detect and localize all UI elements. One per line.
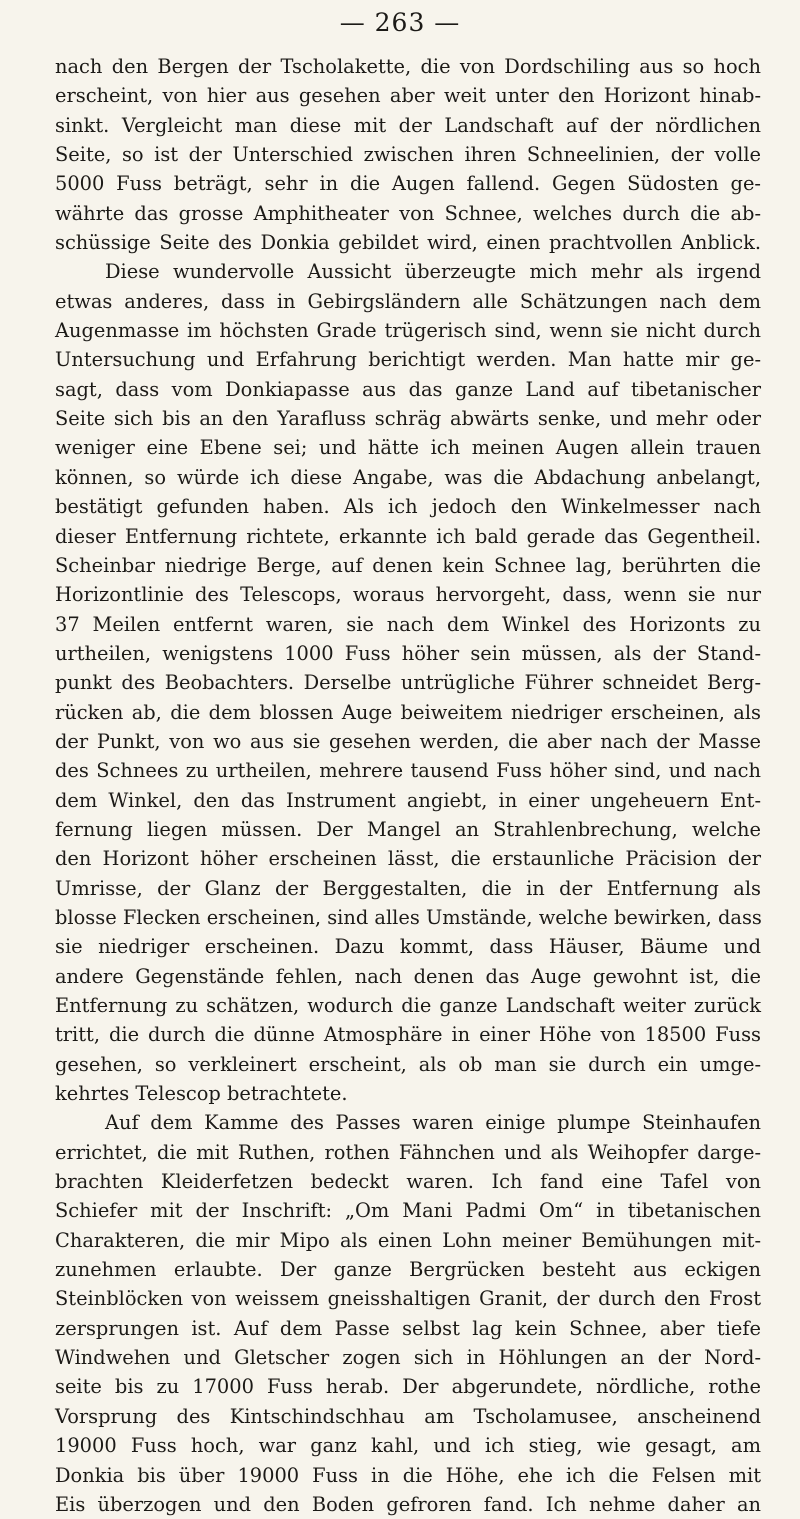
text-line: Seite sich bis an den Yarafluss schräg abwärts senke, und mehr oder bbox=[55, 407, 761, 431]
text-line: punkt des Beobachters. Derselbe untrügliche Führer schneidet Berg- bbox=[55, 671, 761, 695]
text-line: Diese wundervolle Aussicht überzeugte mich mehr als irgend bbox=[105, 260, 761, 284]
text-line: Schiefer mit der Inschrift: „Om Mani Padmi Om“ in tibetanischen bbox=[55, 1199, 761, 1223]
text-line: sagt, dass vom Donkiapasse aus das ganze Land auf tibetanischer bbox=[55, 377, 761, 401]
text-line: Eis überzogen und den Boden gefroren fand. Ich nehme daher an bbox=[55, 1492, 761, 1516]
text-line: Horizontlinie des Telescops, woraus hervorgeht, dass, wenn sie nur bbox=[55, 583, 761, 607]
paragraph-2 bbox=[55, 257, 761, 1108]
body-text bbox=[55, 52, 761, 1519]
text-line: sinkt. Vergleicht man diese mit der Landschaft auf der nördlichen bbox=[55, 113, 761, 137]
text-line: zersprungen ist. Auf dem Passe selbst lag kein Schnee, aber tiefe bbox=[55, 1316, 761, 1340]
text-line: Umrisse, der Glanz der Berggestalten, die in der Entfernung als bbox=[55, 876, 761, 900]
text-line: gesehen, so verkleinert erscheint, als ob man sie durch ein umge- bbox=[55, 1052, 761, 1076]
text-line: währte das grosse Amphitheater von Schnee, welches durch die ab- bbox=[55, 201, 761, 225]
text-line: kehrtes Telescop betrachtete. bbox=[55, 1082, 348, 1106]
text-line: Scheinbar niedrige Berge, auf denen kein Schnee lag, berührten die bbox=[55, 553, 761, 577]
text-line: Donkia bis über 19000 Fuss in die Höhe, ehe ich die Felsen mit bbox=[55, 1463, 761, 1487]
text-line: dem Winkel, den das Instrument angiebt, in einer ungeheuern Ent- bbox=[55, 788, 761, 812]
text-line: 19000 Fuss hoch, war ganz kahl, und ich stieg, wie gesagt, am bbox=[55, 1434, 761, 1458]
text-line: können, so würde ich diese Angabe, was die Abdachung anbelangt, bbox=[55, 465, 761, 489]
text-line: Augenmasse im höchsten Grade trügerisch sind, wenn sie nicht durch bbox=[55, 319, 761, 343]
text-line: blosse Flecken erscheinen, sind alles Umstände, welche bewirken, dass bbox=[55, 905, 762, 929]
paragraph-3 bbox=[55, 1108, 761, 1519]
text-line: schüssige Seite des Donkia gebildet wird, einen prachtvollen Anblick. bbox=[55, 231, 761, 255]
text-line: 37 Meilen entfernt waren, sie nach dem Winkel des Horizonts zu bbox=[55, 612, 761, 636]
text-line: den Horizont höher erscheinen lässt, die erstaunliche Präcision der bbox=[55, 847, 761, 871]
text-line: Untersuchung und Erfahrung berichtigt werden. Man hatte mir ge- bbox=[55, 348, 761, 372]
text-line: sie niedriger erscheinen. Dazu kommt, dass Häuser, Bäume und bbox=[55, 935, 761, 959]
text-line: weniger eine Ebene sei; und hätte ich meinen Augen allein trauen bbox=[55, 436, 761, 460]
text-line: Windwehen und Gletscher zogen sich in Höhlungen an der Nord- bbox=[55, 1346, 761, 1370]
text-line: des Schnees zu urtheilen, mehrere tausend Fuss höher sind, und nach bbox=[55, 759, 761, 783]
text-line: andere Gegenstände fehlen, nach denen das Auge gewohnt ist, die bbox=[55, 964, 761, 988]
text-line: Seite, so ist der Unterschied zwischen ihren Schneelinien, der volle bbox=[55, 143, 761, 167]
text-line: Charakteren, die mir Mipo als einen Lohn meiner Bemühungen mit- bbox=[55, 1228, 761, 1252]
page-number: — 263 — bbox=[339, 8, 461, 37]
paragraph-1 bbox=[55, 52, 761, 257]
text-line: errichtet, die mit Ruthen, rothen Fähnchen und als Weihopfer darge- bbox=[55, 1140, 761, 1164]
text-line: seite bis zu 17000 Fuss herab. Der abgerundete, nördliche, rothe bbox=[55, 1375, 761, 1399]
text-line: Auf dem Kamme des Passes waren einige plumpe Steinhaufen bbox=[105, 1111, 761, 1135]
text-line: Steinblöcken von weissem gneisshaltigen Granit, der durch den Frost bbox=[55, 1287, 761, 1311]
text-line: Vorsprung des Kintschindschhau am Tscholamusee, anscheinend bbox=[55, 1404, 761, 1428]
text-line: tritt, die durch die dünne Atmosphäre in einer Höhe von 18500 Fuss bbox=[55, 1023, 761, 1047]
text-line: bestätigt gefunden haben. Als ich jedoch den Winkelmesser nach bbox=[55, 495, 761, 519]
text-line: 5000 Fuss beträgt, sehr in die Augen fallend. Gegen Südosten ge- bbox=[55, 172, 761, 196]
text-line: erscheint, von hier aus gesehen aber weit unter den Horizont hinab- bbox=[55, 84, 761, 108]
text-line: Entfernung zu schätzen, wodurch die ganze Landschaft weiter zurück bbox=[55, 994, 761, 1017]
text-line: der Punkt, von wo aus sie gesehen werden, die aber nach der Masse bbox=[55, 729, 761, 753]
text-line: rücken ab, die dem blossen Auge beiweitem niedriger erscheinen, als bbox=[55, 700, 761, 724]
text-line: nach den Bergen der Tscholakette, die von Dordschiling aus so hoch bbox=[55, 55, 761, 78]
text-line: zunehmen erlaubte. Der ganze Bergrücken besteht aus eckigen bbox=[55, 1258, 761, 1282]
text-line: fernung liegen müssen. Der Mangel an Strahlenbrechung, welche bbox=[55, 817, 761, 841]
text-line: brachten Kleiderfetzen bedeckt waren. Ich fand eine Tafel von bbox=[55, 1170, 761, 1194]
text-line: etwas anderes, dass in Gebirgsländern alle Schätzungen nach dem bbox=[55, 289, 761, 313]
text-line: urtheilen, wenigstens 1000 Fuss höher sein müssen, als der Stand- bbox=[55, 641, 761, 665]
text-line: dieser Entfernung richtete, erkannte ich bald gerade das Gegentheil. bbox=[55, 524, 761, 548]
